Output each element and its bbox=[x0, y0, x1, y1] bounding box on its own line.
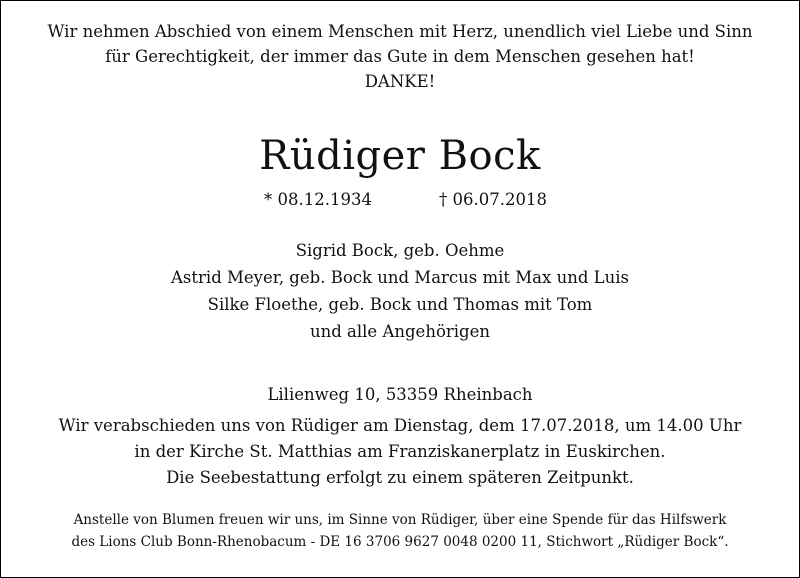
death-date: † 06.07.2018 bbox=[439, 190, 547, 209]
ceremony-line: in der Kirche St. Matthias am Franziskanerplatz in Euskirchen. bbox=[134, 442, 666, 461]
mourner-line: Astrid Meyer, geb. Bock und Marcus mit Max und Luis bbox=[171, 268, 629, 287]
donation-line: Anstelle von Blumen freuen wir uns, im Sinne von Rüdiger, über eine Spende für das Hilfswerk bbox=[73, 512, 727, 528]
intro-line-2: für Gerechtigkeit, der immer das Gute in dem Menschen gesehen hat! bbox=[105, 47, 695, 66]
intro-line-1: Wir nehmen Abschied von einem Menschen mit Herz, unendlich viel Liebe und Sinn bbox=[47, 22, 753, 41]
birth-date: * 08.12.1934 bbox=[264, 190, 372, 209]
mourner-line: und alle Angehörigen bbox=[309, 322, 490, 341]
ceremony-line: Wir verabschieden uns von Rüdiger am Dienstag, dem 17.07.2018, um 14.00 Uhr bbox=[58, 416, 742, 435]
mourner-line: Sigrid Bock, geb. Oehme bbox=[295, 241, 505, 260]
mourner-line: Silke Floethe, geb. Bock und Thomas mit Tom bbox=[207, 295, 593, 314]
ceremony-line: Die Seebestattung erfolgt zu einem späteren Zeitpunkt. bbox=[166, 468, 634, 487]
deceased-name: Rüdiger Bock bbox=[259, 133, 541, 179]
intro-line-3: DANKE! bbox=[364, 72, 436, 91]
donation-line: des Lions Club Bonn-Rhenobacum - DE 16 3706 9627 0048 0200 11, Stichwort „Rüdiger Bock“. bbox=[71, 534, 729, 550]
address: Lilienweg 10, 53359 Rheinbach bbox=[267, 385, 533, 404]
